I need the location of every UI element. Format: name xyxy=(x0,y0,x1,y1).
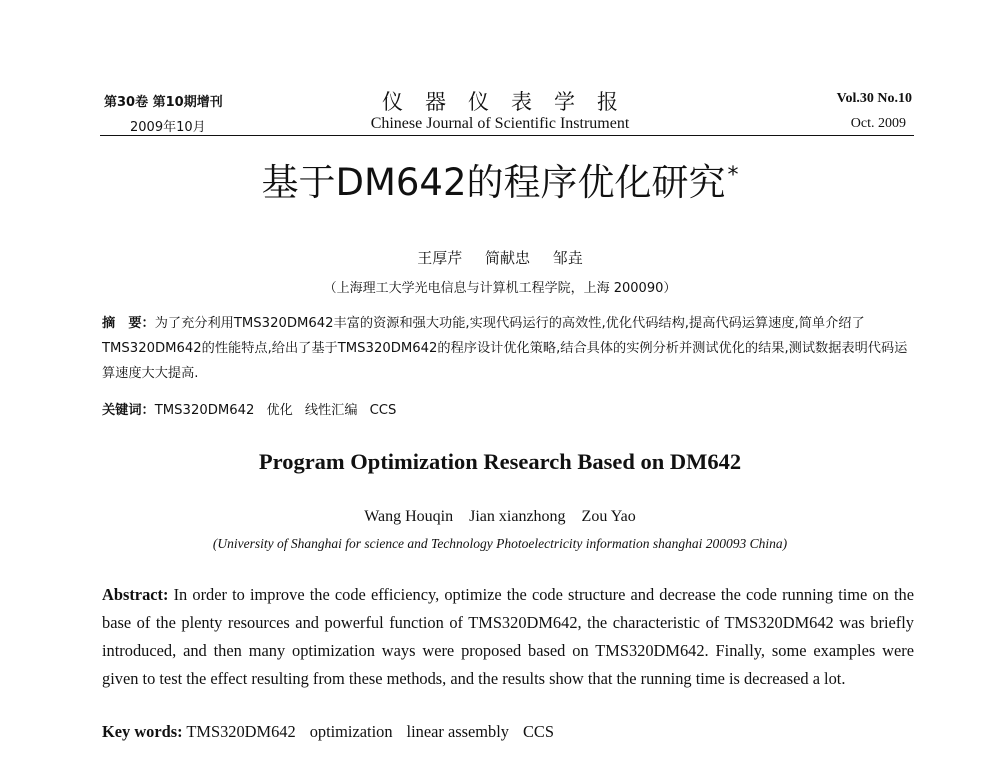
abstract-cn-text: 为了充分利用TMS320DM642丰富的资源和强大功能,实现代码运行的高效性,优化代码结构,提高代码运算速度,简单介绍了TMS320DM642的性能特点,给出了基于TMS320DM642的程序设计优化策略,结合具体的实例分析并测试优化的结果,测试数据表明代码运算速度大大提高. xyxy=(102,316,908,381)
header-rule xyxy=(100,135,914,136)
keywords-cn xyxy=(102,399,408,418)
abstract-en-label: Abstract: xyxy=(102,585,169,604)
keyword-cn-1: TMS320DM642 xyxy=(154,403,255,418)
authors-en xyxy=(0,508,1000,526)
keyword-cn-4: CCS xyxy=(369,403,397,418)
abstract-en-text: In order to improve the code efficiency, optimize the code structure and decrease the code running time on the base of the plenty resources and powerful function of TMS320DM642, the characteristic of TMS320DM642 was briefly introduced, and then many optimization ways were proposed based on TMS320DM642. Finally, some examples were given to test the effect resulting from these methods, and the results show that the running time is decreased a lot. xyxy=(102,585,914,688)
header-date-en: Oct. 2009 xyxy=(850,116,906,131)
abstract-cn xyxy=(102,311,914,386)
header-volume-issue-cn: 第30卷 第10期增刊 xyxy=(104,95,223,110)
keywords-en xyxy=(102,722,568,742)
author-en-3: Zou Yao xyxy=(581,508,636,525)
keyword-en-3: linear assembly xyxy=(406,722,509,741)
keyword-en-4: CCS xyxy=(522,722,554,741)
abstract-cn-label: 摘 要： xyxy=(102,316,155,331)
author-en-2: Jian xianzhong xyxy=(469,508,566,525)
header-volume-issue-en: Vol.30 No.10 xyxy=(836,91,912,106)
title-footnote-mark: * xyxy=(727,162,739,188)
paper-title-cn-text: 基于DM642的程序优化研究 xyxy=(261,161,726,204)
keyword-cn-3: 线性汇编 xyxy=(304,403,358,418)
paper-title-en: Program Optimization Research Based on DM642 xyxy=(258,449,742,474)
author-cn-3: 邹垚 xyxy=(552,249,583,267)
keyword-en-2: optimization xyxy=(309,722,393,741)
abstract-en xyxy=(102,581,914,693)
header-date-cn: 2009年10月 xyxy=(130,120,206,135)
author-cn-1: 王厚芹 xyxy=(417,249,463,267)
affiliation-cn: （上海理工大学光电信息与计算机工程学院，上海 200090） xyxy=(323,281,677,296)
authors-cn xyxy=(0,247,1000,268)
journal-title-cn: 仪器仪表学报 xyxy=(382,90,640,114)
keywords-cn-label: 关键词： xyxy=(102,403,155,418)
paper-title-cn xyxy=(0,152,1000,206)
journal-title-en: Chinese Journal of Scientific Instrument xyxy=(370,115,630,132)
keyword-en-1: TMS320DM642 xyxy=(186,722,296,741)
affiliation-en: (University of Shanghai for science and Technology Photoelectricity information shanghai 200093 China) xyxy=(212,536,788,551)
author-en-1: Wang Houqin xyxy=(364,508,454,525)
author-cn-2: 简献忠 xyxy=(484,249,530,267)
keywords-en-label: Key words: xyxy=(102,722,183,741)
keyword-cn-2: 优化 xyxy=(266,403,293,418)
